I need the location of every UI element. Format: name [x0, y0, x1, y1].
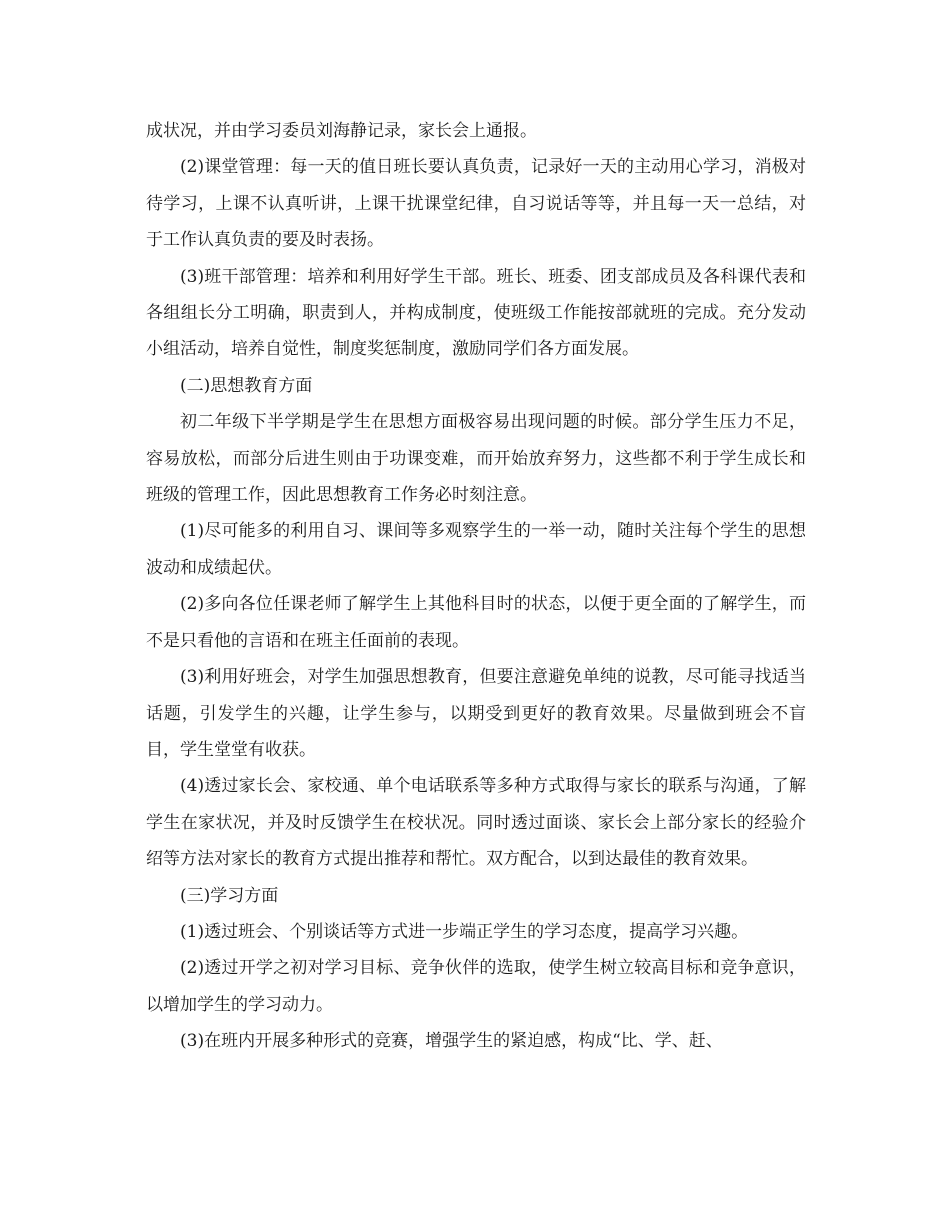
paragraph-class-cadre-management: (3)班干部管理：培养和利用好学生干部。班长、班委、团支部成员及各科课代表和各组组长分工明确，职责到人，并构成制度，使班级工作能按部就班的完成。充分发动小组活动，培养自觉性，制度奖惩制度，激励同学们各方面发展。 — [146, 266, 806, 360]
paragraph-ideological-item-2: (2)多向各位任课老师了解学生上其他科目时的状态，以便于更全面的了解学生，而不是只看他的言语和在班主任面前的表现。 — [146, 594, 806, 651]
paragraph-classroom-management: (2)课堂管理：每一天的值日班长要认真负责，记录好一天的主动用心学习，消极对待学习，上课不认真听讲，上课干扰课堂纪律，自习说话等等，并且每一天一总结，对于工作认真负责的要及时表扬。 — [146, 157, 806, 251]
section-heading-ideological-education: (二)思想教育方面 — [180, 375, 313, 396]
paragraph-ideological-item-4: (4)透过家长会、家校通、单个电话联系等多种方式取得与家长的联系与沟通，了解学生在家状况，并及时反馈学生在校状况。同时透过面谈、家长会上部分家长的经验介绍等方法对家长的教育方式提出推荐和帮忙。双方配合，以到达最佳的教育效果。 — [146, 776, 806, 870]
paragraph-study-item-2: (2)透过开学之初对学习目标、竞争伙伴的选取，使学生树立较高目标和竞争意识，以增加学生的学习动力。 — [146, 958, 806, 1015]
section-heading-study: (三)学习方面 — [180, 885, 279, 906]
paragraph-continuation: 成状况，并由学习委员刘海静记录，家长会上通报。 — [146, 121, 537, 141]
document-body — [146, 113, 806, 1060]
paragraph-study-item-3: (3)在班内开展多种形式的竞赛，增强学生的紧迫感，构成“比、学、赶、 — [180, 1031, 723, 1052]
paragraph-ideological-item-1: (1)尽可能多的利用自习、课间等多观察学生的一举一动，随时关注每个学生的思想波动和成绩起伏。 — [146, 521, 806, 578]
paragraph-study-item-1: (1)透过班会、个别谈话等方式进一步端正学生的学习态度，提高学习兴趣。 — [180, 921, 749, 942]
paragraph-ideological-item-3: (3)利用好班会，对学生加强思想教育，但要注意避免单纯的说教，尽可能寻找适当话题，引发学生的兴趣，让学生参与，以期受到更好的教育效果。尽量做到班会不盲目，学生堂堂有收获。 — [146, 667, 806, 760]
paragraph-ideological-intro: 初二年级下半学期是学生在思想方面极容易出现问题的时候。部分学生压力不足，容易放松，而部分后进生则由于功课变难，而开始放弃努力，这些都不利于学生成长和班级的管理工作，因此思想教育工作务必时刻注意。 — [146, 412, 806, 506]
